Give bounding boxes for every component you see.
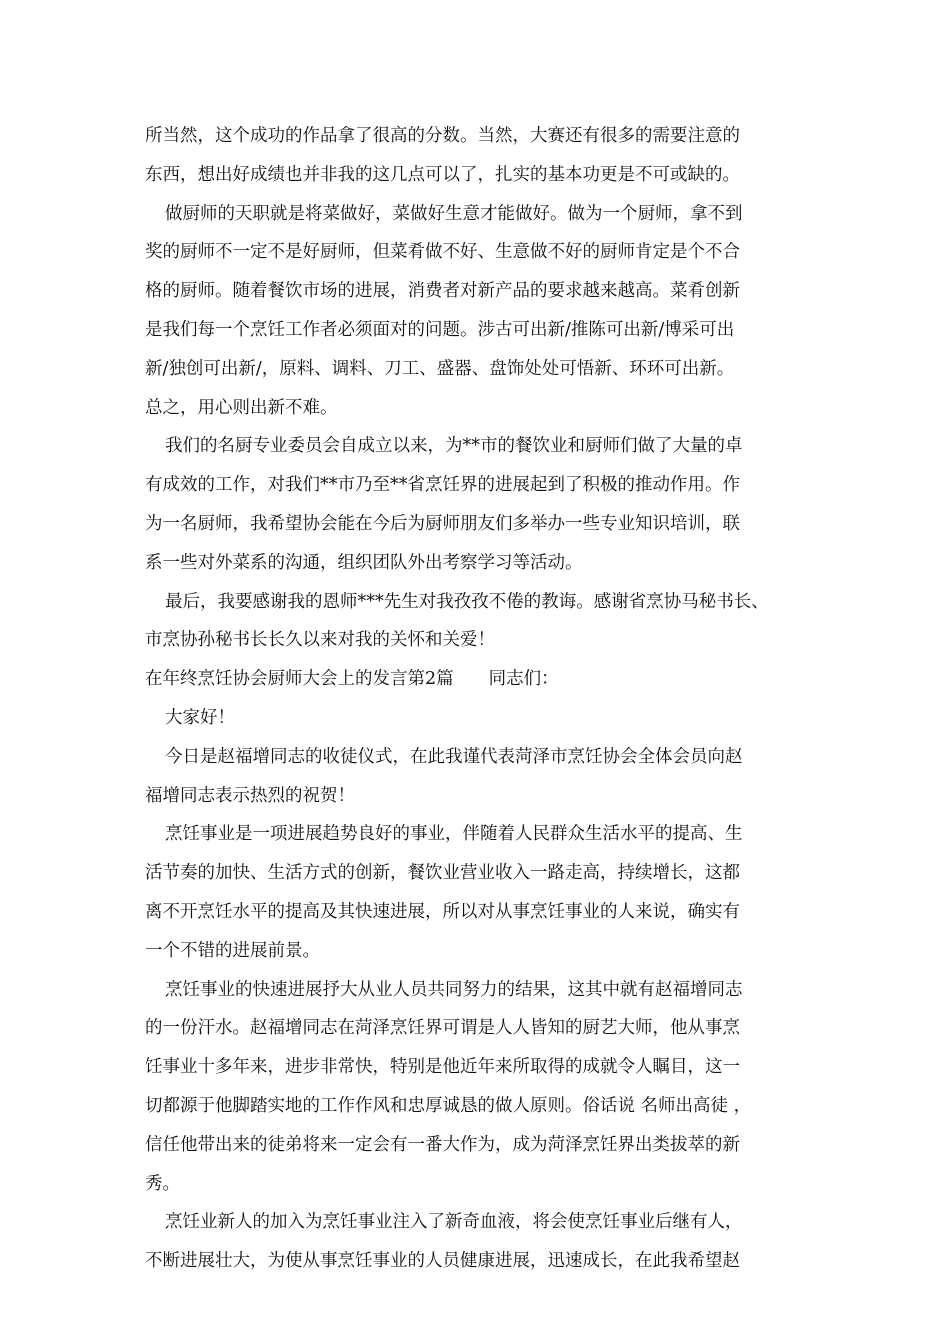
text-line: 市烹协孙秘书长长久以来对我的关怀和关爱！ bbox=[145, 630, 495, 651]
text-line: 是我们每一个烹饪工作者必须面对的问题。涉古可出新/推陈可出新/博采可出 bbox=[145, 319, 735, 340]
text-line: 烹饪事业的快速进展抒大从业人员共同努力的结果，这其中就有赵福增同志 bbox=[165, 979, 743, 1000]
text-line: 信任他带出来的徒弟将来一定会有一番大作为，成为菏泽烹饪界出类拔萃的新 bbox=[145, 1134, 740, 1155]
section-heading: 在年终烹饪协会厨师大会上的发言第2篇 同志们： bbox=[145, 669, 559, 690]
text-line: 烹饪业新人的加入为烹饪事业注入了新奇血液，将会使烹饪事业后继有人， bbox=[165, 1212, 743, 1233]
text-line: 大家好！ bbox=[165, 707, 235, 728]
text-line: 离不开烹饪水平的提高及其快速进展，所以对从事烹饪事业的人来说，确实有 bbox=[145, 901, 740, 922]
text-line: 有成效的工作，对我们**市乃至**省烹饪界的进展起到了积极的推动作用。作 bbox=[145, 475, 740, 496]
text-line: 新/独创可出新/，原料、调料、刀工、盛器、盘饰处处可悟新、环环可出新。 bbox=[145, 358, 735, 379]
document-body bbox=[145, 117, 835, 1281]
text-line: 活节奏的加快、生活方式的创新，餐饮业营业收入一路走高，持续增长，这都 bbox=[145, 863, 740, 884]
text-line: 今日是赵福增同志的收徒仪式，在此我谨代表菏泽市烹饪协会全体会员向赵 bbox=[165, 746, 743, 767]
text-line: 做厨师的天职就是将菜做好，菜做好生意才能做好。做为一个厨师，拿不到 bbox=[165, 203, 743, 224]
text-line: 系一些对外菜系的沟通，组织团队外出考察学习等活动。 bbox=[145, 552, 583, 573]
text-line: 福增同志表示热烈的祝贺！ bbox=[145, 785, 355, 806]
text-line: 奖的厨师不一定不是好厨师，但菜肴做不好、生意做不好的厨师肯定是个不合 bbox=[145, 242, 740, 263]
text-line: 一个不错的进展前景。 bbox=[145, 940, 320, 961]
text-line: 饪事业十多年来，进步非常快，特别是他近年来所取得的成就令人瞩目，这一 bbox=[145, 1057, 740, 1078]
text-line: 格的厨师。随着餐饮市场的进展，消费者对新产品的要求越来越高。菜肴创新 bbox=[145, 281, 740, 302]
text-line: 所当然，这个成功的作品拿了很高的分数。当然，大赛还有很多的需要注意的 bbox=[145, 126, 740, 146]
text-line: 最后，我要感谢我的恩师***先生对我孜孜不倦的教诲。感谢省烹协马秘书长、 bbox=[165, 591, 769, 612]
text-line: 总之，用心则出新不难。 bbox=[145, 397, 338, 418]
text-line: 秀。 bbox=[145, 1173, 180, 1194]
text-line: 为一名厨师，我希望协会能在今后为厨师朋友们多举办一些专业知识培训，联 bbox=[145, 513, 740, 534]
text-line: 不断进展壮大，为使从事烹饪事业的人员健康进展，迅速成长，在此我希望赵 bbox=[145, 1251, 740, 1272]
text-line: 的一份汗水。赵福增同志在菏泽烹饪界可谓是人人皆知的厨艺大师，他从事烹 bbox=[145, 1018, 740, 1039]
text-line: 切都源于他脚踏实地的工作作风和忠厚诚恳的做人原则。俗话说 名师出高徒 ， bbox=[145, 1095, 752, 1116]
text-line: 烹饪事业是一项进展趋势良好的事业，伴随着人民群众生活水平的提高、生 bbox=[165, 824, 743, 845]
text-line: 东西，想出好成绩也并非我的这几点可以了，扎实的基本功更是不可或缺的。 bbox=[145, 164, 740, 185]
text-line: 我们的名厨专业委员会自成立以来，为**市的餐饮业和厨师们做了大量的卓 bbox=[165, 436, 743, 457]
